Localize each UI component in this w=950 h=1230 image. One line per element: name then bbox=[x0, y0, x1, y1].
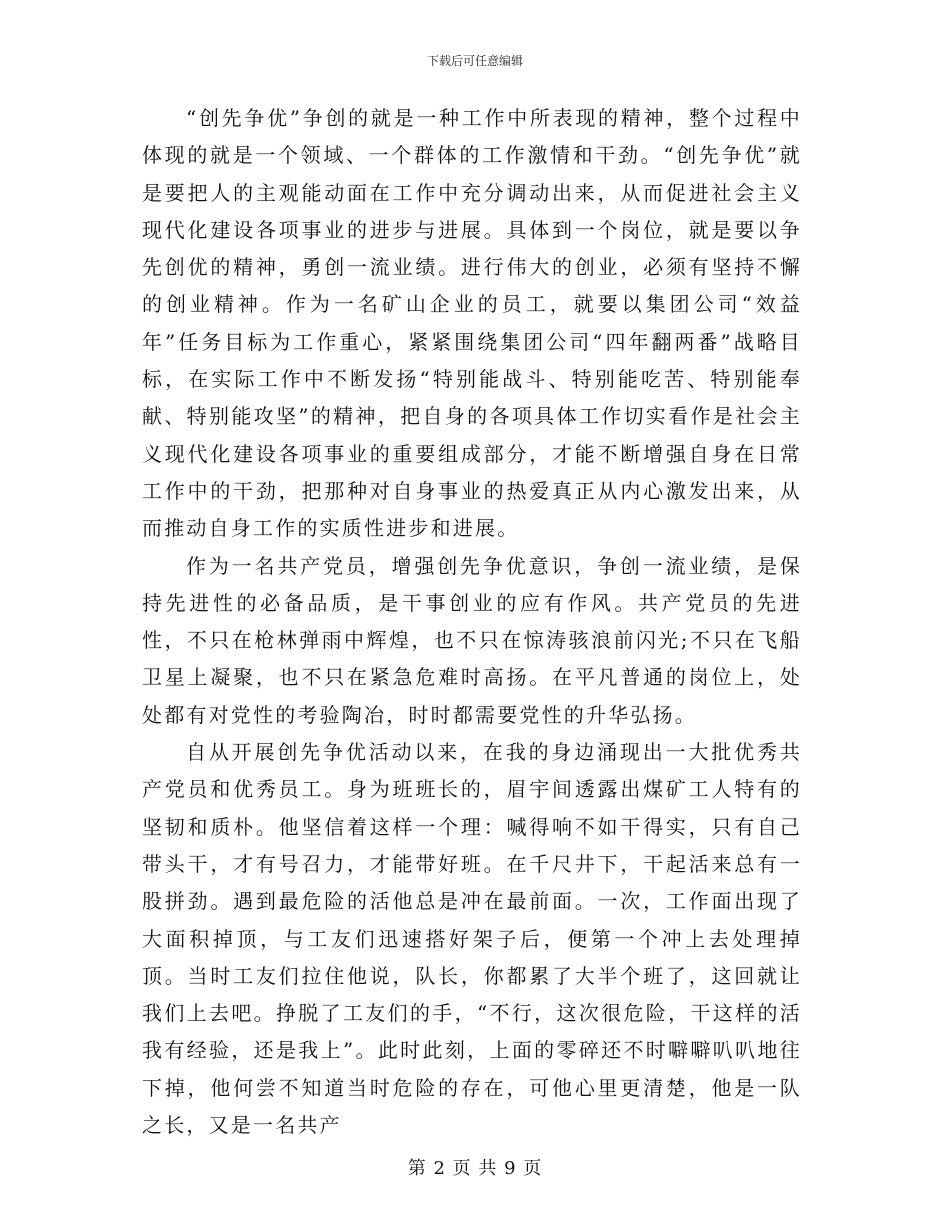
page-header: 下载后可任意编辑 bbox=[426, 54, 523, 68]
page-footer: 第 2 页 共 9 页 bbox=[407, 1158, 543, 1179]
document-body bbox=[142, 100, 802, 1144]
paragraph-3: 自从开展创先争优活动以来，在我的身边涌现出一大批优秀共产党员和优秀员工。身为班班长的，眉宇间透露出煤矿工人特有的坚韧和质朴。他坚信着这样一个理：喊得响不如干得实，只有自己带头干，才有号召力，才能带好班。在千尺井下，干起活来总有一股拼劲。遇到最危险的活他总是冲在最前面。一次，工作面出现了大面积掉顶，与工友们迅速搭好架子后，便第一个冲上去处理掉顶。当时工友们拉住他说，队长，你都累了大半个班了，这回就让我们上去吧。挣脱了工友们的手，“不行，这次很危险，干这样的活我有经验，还是我上”。此时此刻，上面的零碎还不时噼噼叭叭地往下掉，他何尝不知道当时危险的存在，可他心里更清楚，他是一队之长，又是一名共产 bbox=[142, 740, 802, 1138]
paragraph-2: 作为一名共产党员，增强创先争优意识，争创一流业绩，是保持先进性的必备品质，是干事创业的应有作风。共产党员的先进性，不只在枪林弹雨中辉煌，也不只在惊涛骇浪前闪光;不只在飞船卫星上凝聚，也不只在紧急危难时高扬。在平凡普通的岗位上，处处都有对党性的考验陶冶，时时都需要党性的升华弘扬。 bbox=[142, 553, 802, 727]
paragraph-1: “创先争优”争创的就是一种工作中所表现的精神，整个过程中体现的就是一个领域、一个群体的工作激情和干劲。“创先争优”就是要把人的主观能动面在工作中充分调动出来，从而促进社会主义现代化建设各项事业的进步与进展。具体到一个岗位，就是要以争先创优的精神，勇创一流业绩。进行伟大的创业，必须有坚持不懈的创业精神。作为一名矿山企业的员工，就要以集团公司“效益年”任务目标为工作重心，紧紧围绕集团公司“四年翻两番”战略目标，在实际工作中不断发扬“特别能战斗、特别能吃苦、特别能奉献、特别能攻坚”的精神，把自身的各项具体工作切实看作是社会主义现代化建设各项事业的重要组成部分，才能不断增强自身在日常工作中的干劲，把那种对自身事业的热爱真正从内心激发出来，从而推动自身工作的实质性进步和进展。 bbox=[142, 106, 802, 541]
